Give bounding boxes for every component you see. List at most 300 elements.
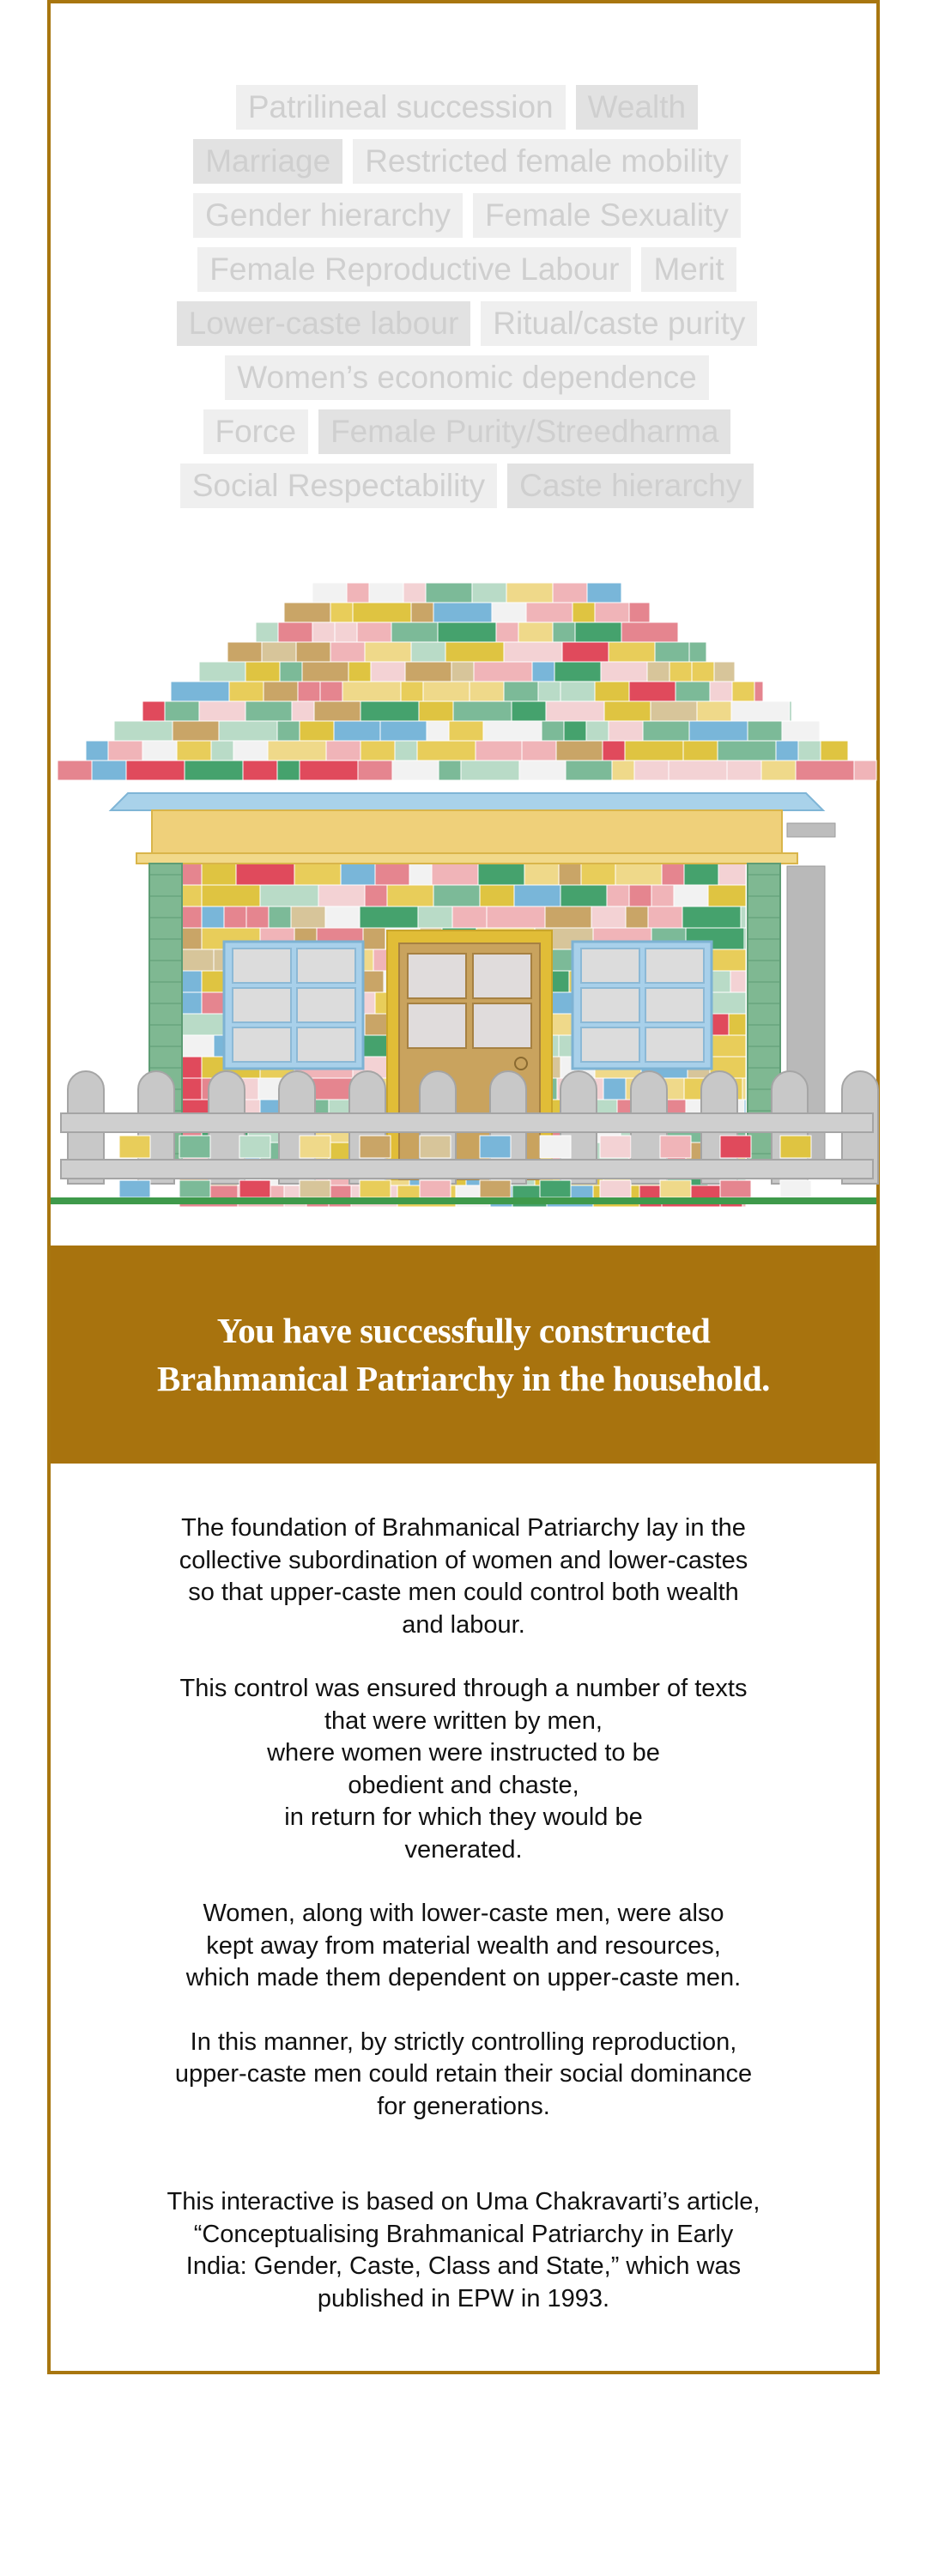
brick xyxy=(438,622,496,642)
brick xyxy=(224,906,246,928)
brick xyxy=(449,721,483,741)
brick xyxy=(496,622,518,642)
brick xyxy=(314,701,360,721)
concept-tag[interactable]: Female Purity/Streedharma xyxy=(318,409,730,454)
brick xyxy=(360,1180,391,1197)
brick xyxy=(718,741,776,761)
brick xyxy=(553,583,587,603)
brick xyxy=(452,906,487,928)
brick xyxy=(655,642,689,662)
brick xyxy=(615,864,662,885)
brick xyxy=(92,761,126,780)
brick xyxy=(780,1136,811,1158)
brick xyxy=(609,642,655,662)
brick xyxy=(419,701,453,721)
brick xyxy=(291,906,325,928)
brick xyxy=(173,721,219,741)
door-glass xyxy=(408,1003,466,1048)
brick xyxy=(326,741,360,761)
concept-tag[interactable]: Ritual/caste purity xyxy=(481,301,757,346)
brick xyxy=(854,761,876,780)
text-line: in return for which they would be xyxy=(284,1803,643,1831)
brick xyxy=(712,992,746,1014)
tag-row xyxy=(51,355,883,400)
brick xyxy=(612,761,634,780)
brick xyxy=(629,885,651,906)
brick xyxy=(348,662,371,682)
text-line: that were written by men, xyxy=(324,1706,603,1735)
brick xyxy=(480,885,514,906)
brick xyxy=(742,1078,746,1100)
brick xyxy=(643,721,689,741)
text-line: This control was ensured through a number of texts xyxy=(179,1675,748,1702)
concept-tag[interactable]: Lower-caste labour xyxy=(177,301,471,346)
brick xyxy=(179,1035,214,1057)
brick xyxy=(320,682,342,701)
text-line: India: Gender, Caste, Class and State,” which was xyxy=(185,2252,742,2280)
text-line: “Conceptualising Brahmanical Patriarchy in Early xyxy=(193,2220,734,2248)
text-line: kept away from material wealth and resources, xyxy=(206,1931,721,1960)
brick xyxy=(796,761,854,780)
brick xyxy=(58,761,92,780)
window-pane xyxy=(233,949,291,983)
brick xyxy=(411,642,445,662)
brick xyxy=(720,1136,751,1158)
brick xyxy=(554,662,601,682)
window-pane xyxy=(581,949,639,983)
brick xyxy=(423,682,470,701)
brick xyxy=(260,885,318,906)
brick xyxy=(330,642,365,662)
brick xyxy=(114,721,173,741)
brick xyxy=(591,906,626,928)
brick xyxy=(357,622,391,642)
brick xyxy=(670,662,692,682)
brick xyxy=(782,721,820,741)
brick xyxy=(179,949,214,971)
brick xyxy=(600,1180,631,1197)
brick xyxy=(426,583,472,603)
tag-row xyxy=(51,85,883,130)
brick xyxy=(171,682,229,701)
window-pane xyxy=(297,988,355,1022)
roof-eave xyxy=(111,793,823,810)
brick xyxy=(472,583,506,603)
concept-tag[interactable]: Caste hierarchy xyxy=(507,464,754,508)
brick xyxy=(239,1136,270,1158)
concept-tag[interactable]: Gender hierarchy xyxy=(193,193,463,238)
brick xyxy=(409,864,432,885)
brick xyxy=(714,662,735,682)
brick xyxy=(669,761,727,780)
door-glass xyxy=(473,954,531,998)
brick xyxy=(236,864,294,885)
brick xyxy=(748,721,782,741)
brick xyxy=(729,1014,746,1035)
brick xyxy=(126,761,185,780)
brick xyxy=(731,701,790,721)
brick xyxy=(165,701,199,721)
brick xyxy=(512,701,546,721)
brick xyxy=(697,701,731,721)
brick xyxy=(330,603,353,622)
brick xyxy=(595,603,629,622)
brick xyxy=(720,1180,751,1197)
brick xyxy=(559,864,581,885)
explanation-paragraph xyxy=(51,1512,876,1641)
brick xyxy=(553,622,575,642)
brick xyxy=(380,721,427,741)
brick xyxy=(648,906,682,928)
brick xyxy=(256,622,278,642)
brick xyxy=(732,682,754,701)
brick xyxy=(744,928,746,949)
brick xyxy=(365,885,387,906)
brick xyxy=(492,603,526,622)
brick xyxy=(560,885,607,906)
brick xyxy=(710,682,732,701)
brick xyxy=(427,721,449,741)
brick xyxy=(360,741,395,761)
explanation-paragraph xyxy=(51,2027,876,2124)
grass-line xyxy=(51,1197,876,1204)
brick xyxy=(219,721,277,741)
brick xyxy=(277,721,300,741)
brick xyxy=(264,682,298,701)
brick xyxy=(504,682,538,701)
brick xyxy=(246,906,269,928)
brick xyxy=(277,761,300,780)
brick xyxy=(651,701,697,721)
window-pane xyxy=(233,988,291,1022)
brick xyxy=(683,741,718,761)
brick xyxy=(625,741,683,761)
brick xyxy=(358,761,392,780)
brick xyxy=(185,761,243,780)
brick xyxy=(540,1136,571,1158)
tag-row xyxy=(51,301,883,346)
brick xyxy=(604,701,651,721)
source-credit xyxy=(51,2186,876,2315)
brick xyxy=(86,741,108,761)
brick xyxy=(603,741,625,761)
roof-ledge xyxy=(136,853,797,864)
brick xyxy=(821,741,848,761)
brick xyxy=(532,662,554,682)
fence-rail xyxy=(61,1113,873,1132)
brick xyxy=(727,761,761,780)
brick xyxy=(566,761,612,780)
brick xyxy=(360,906,418,928)
brick xyxy=(626,906,648,928)
brick xyxy=(600,1136,631,1158)
banner-headline-line-1: You have successfully constructed xyxy=(216,1311,711,1350)
brick xyxy=(227,642,262,662)
brick xyxy=(708,885,746,906)
brick xyxy=(417,741,476,761)
brick xyxy=(676,682,710,701)
brick xyxy=(621,622,678,642)
concept-tag[interactable]: Restricted female mobility xyxy=(353,139,741,184)
window-pane xyxy=(233,1027,291,1062)
brick xyxy=(202,906,224,928)
brick xyxy=(300,1136,330,1158)
brick xyxy=(595,682,629,701)
brick xyxy=(392,761,439,780)
door-glass xyxy=(473,1003,531,1048)
brick xyxy=(177,741,211,761)
brick xyxy=(562,642,609,662)
window-pane xyxy=(581,988,639,1022)
text-line: In this manner, by strictly controlling reproduction, xyxy=(190,2027,737,2056)
roof-fascia xyxy=(152,810,782,853)
brick xyxy=(269,906,291,928)
brick xyxy=(418,906,452,928)
brick xyxy=(233,741,268,761)
brick xyxy=(506,583,553,603)
concept-tag[interactable]: Force xyxy=(203,409,309,454)
brick xyxy=(754,682,763,701)
text-line: so that upper-caste men could control both wealth xyxy=(188,1579,739,1606)
brick xyxy=(487,906,545,928)
brick xyxy=(294,864,341,885)
brick xyxy=(268,741,326,761)
brick xyxy=(480,1180,511,1197)
brick xyxy=(360,701,419,721)
brick xyxy=(601,662,647,682)
brick xyxy=(403,583,426,603)
brick xyxy=(542,721,564,741)
brick xyxy=(284,603,330,622)
brick xyxy=(560,682,595,701)
brick xyxy=(296,642,330,662)
text-line: and labour. xyxy=(402,1610,525,1639)
explanation-paragraph xyxy=(51,1673,876,1866)
brick xyxy=(718,864,746,885)
brick xyxy=(522,741,556,761)
concept-tag[interactable]: Wealth xyxy=(576,85,699,130)
brick xyxy=(334,721,380,741)
brick xyxy=(504,642,562,662)
window-pane xyxy=(645,1027,704,1062)
brick xyxy=(682,906,741,928)
text-line: collective subordination of women and lower-castes xyxy=(179,1546,748,1574)
brick xyxy=(298,682,320,701)
brick xyxy=(361,971,384,992)
brick xyxy=(692,662,714,682)
brick xyxy=(564,721,586,741)
door-glass xyxy=(408,954,466,998)
concept-tag[interactable]: Social Respectability xyxy=(180,464,497,508)
brick xyxy=(514,885,560,906)
brick xyxy=(300,721,334,741)
brick xyxy=(312,622,335,642)
brick xyxy=(519,761,566,780)
brick xyxy=(108,741,142,761)
brick xyxy=(556,741,603,761)
text-line: obedient and chaste, xyxy=(348,1771,579,1799)
brick xyxy=(478,864,524,885)
text-line: venerated. xyxy=(404,1835,523,1864)
brick xyxy=(119,1180,150,1197)
success-banner xyxy=(51,1246,876,1464)
tag-row xyxy=(51,139,883,184)
window-pane xyxy=(297,949,355,983)
brick xyxy=(603,1078,626,1100)
brick xyxy=(420,1180,451,1197)
brick xyxy=(586,721,609,741)
brick xyxy=(439,761,461,780)
brick xyxy=(538,682,560,701)
brick xyxy=(660,1180,691,1197)
brick xyxy=(761,761,796,780)
brick xyxy=(318,885,365,906)
brick xyxy=(581,864,615,885)
brick xyxy=(780,1180,811,1197)
brick xyxy=(573,603,595,622)
brick xyxy=(790,701,791,721)
text-line: upper-caste men could retain their social dominance xyxy=(174,2060,753,2088)
brick xyxy=(524,864,559,885)
brick xyxy=(730,971,746,992)
brick xyxy=(119,1136,150,1158)
brick xyxy=(433,885,480,906)
brick xyxy=(280,662,302,682)
brick xyxy=(433,603,492,622)
brick xyxy=(461,761,519,780)
brick xyxy=(369,583,403,603)
brick xyxy=(300,761,358,780)
window-pane xyxy=(297,1027,355,1062)
brick xyxy=(607,885,629,906)
brick xyxy=(546,701,604,721)
brick xyxy=(292,701,314,721)
brick xyxy=(575,622,621,642)
brick xyxy=(540,1180,571,1197)
text-line: The foundation of Brahmanical Patriarchy lay in the xyxy=(181,1514,746,1542)
brick xyxy=(480,1136,511,1158)
brick xyxy=(474,662,532,682)
brick xyxy=(411,603,433,622)
brick xyxy=(245,701,292,721)
brick xyxy=(371,662,405,682)
brick xyxy=(662,864,684,885)
concept-tag[interactable]: Marriage xyxy=(193,139,342,184)
brick xyxy=(776,741,798,761)
window-pane xyxy=(581,1027,639,1062)
tag-row xyxy=(51,193,883,238)
brick xyxy=(609,721,643,741)
concept-tag[interactable]: Women’s economic dependence xyxy=(225,355,708,400)
brick xyxy=(229,682,264,701)
brick xyxy=(689,642,706,662)
brick xyxy=(262,642,296,662)
concept-tag[interactable]: Merit xyxy=(641,247,736,292)
brick xyxy=(199,662,245,682)
explanation-text xyxy=(51,1512,876,2347)
brick xyxy=(395,741,417,761)
brick xyxy=(634,761,669,780)
brick xyxy=(405,662,451,682)
fence-rail xyxy=(61,1160,873,1179)
house-illustration xyxy=(51,566,883,1244)
brick xyxy=(300,1180,330,1197)
banner-headline-line-2: Brahmanical Patriarchy in the household. xyxy=(157,1359,770,1398)
brick xyxy=(365,642,411,662)
concept-tag[interactable]: Female Reproductive Labour xyxy=(197,247,631,292)
brick xyxy=(179,1136,210,1158)
brick xyxy=(660,1136,691,1158)
brick xyxy=(526,603,573,622)
brick xyxy=(353,603,411,622)
concept-tag-cloud xyxy=(51,85,883,518)
brick xyxy=(451,662,474,682)
brick xyxy=(420,1136,451,1158)
explanation-paragraph xyxy=(51,1898,876,1995)
brick xyxy=(483,721,542,741)
brick xyxy=(325,906,360,928)
brick xyxy=(518,622,553,642)
brick xyxy=(476,741,522,761)
brick xyxy=(545,906,591,928)
brick xyxy=(142,701,165,721)
brick xyxy=(432,864,478,885)
brick xyxy=(401,682,423,701)
brick xyxy=(387,885,433,906)
brick xyxy=(741,906,746,928)
brick xyxy=(243,761,277,780)
brick xyxy=(239,1180,270,1197)
brick xyxy=(363,928,385,949)
brick xyxy=(335,622,357,642)
brick xyxy=(629,603,650,622)
tag-row xyxy=(51,409,883,454)
brick xyxy=(179,1180,210,1197)
brick xyxy=(202,864,236,885)
brick xyxy=(202,885,260,906)
brick xyxy=(211,741,233,761)
brick xyxy=(629,682,676,701)
brick xyxy=(360,1136,391,1158)
concept-tag[interactable]: Female Sexuality xyxy=(473,193,741,238)
window-pane xyxy=(645,988,704,1022)
tag-row xyxy=(51,247,883,292)
text-line: published in EPW in 1993. xyxy=(317,2284,610,2312)
text-line: This interactive is based on Uma Chakravarti’s article, xyxy=(167,2188,760,2215)
text-line: which made them dependent on upper-caste men. xyxy=(185,1964,742,1991)
text-line: where women were instructed to be xyxy=(267,1739,660,1767)
brick xyxy=(798,741,821,761)
text-line: for generations. xyxy=(377,2092,550,2120)
brick xyxy=(278,622,312,642)
brick xyxy=(651,885,674,906)
concept-tag[interactable]: Patrilineal succession xyxy=(236,85,566,130)
brick xyxy=(341,864,375,885)
brick xyxy=(689,721,748,741)
brick xyxy=(342,682,401,701)
brick xyxy=(347,583,369,603)
window-pane xyxy=(645,949,704,983)
brick xyxy=(375,864,409,885)
brick xyxy=(674,885,708,906)
brick xyxy=(587,583,621,603)
brick xyxy=(199,701,245,721)
brick xyxy=(142,741,177,761)
text-line: Women, along with lower-caste men, were also xyxy=(203,1900,724,1927)
brick xyxy=(453,701,512,721)
brick xyxy=(391,622,438,642)
brick xyxy=(445,642,504,662)
